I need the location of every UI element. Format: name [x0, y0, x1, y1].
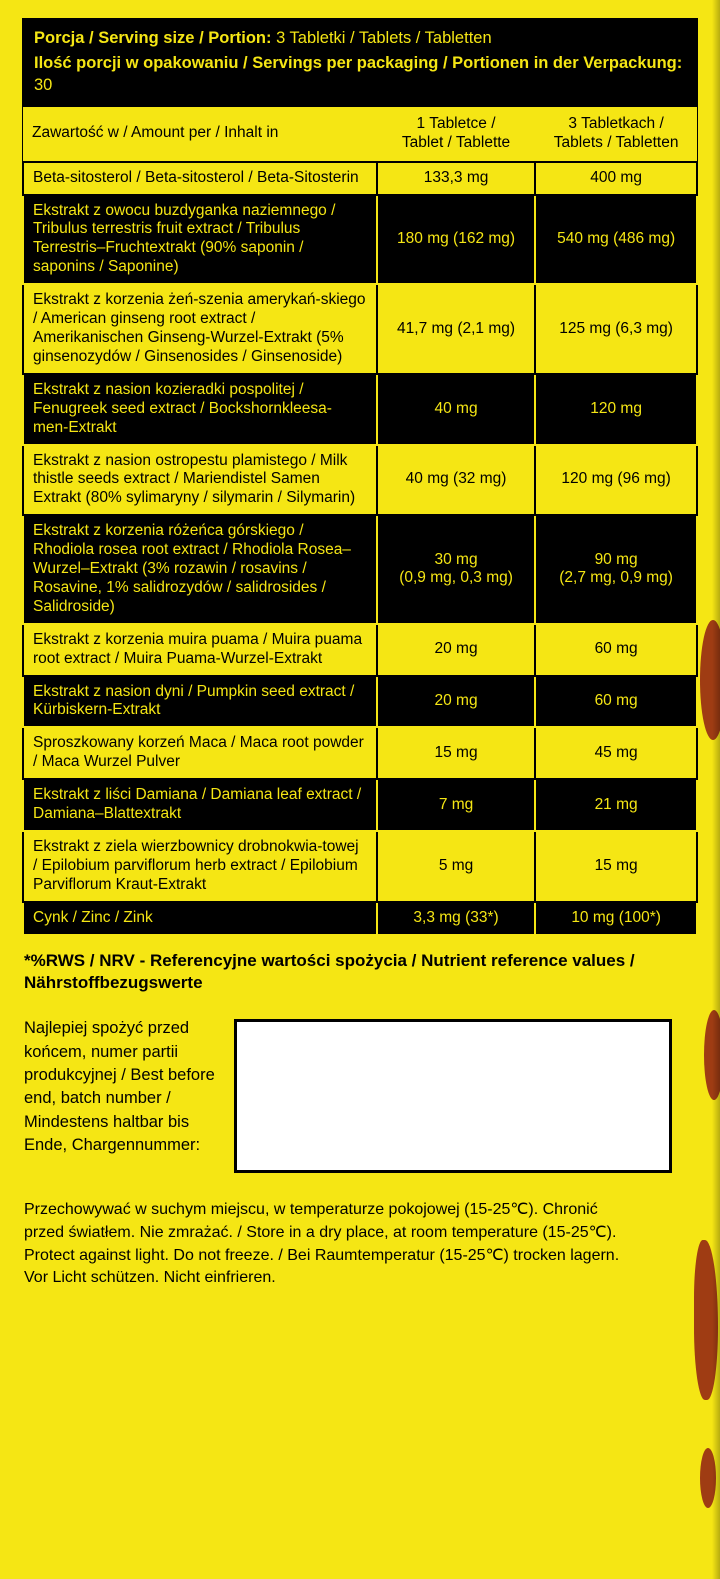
amount-line1: 90 mg	[594, 550, 638, 568]
table-row	[23, 515, 697, 624]
table-row	[23, 162, 697, 195]
table-row	[23, 727, 697, 779]
amount-per-three-tablets	[535, 515, 697, 624]
ingredient-name: Sproszkowany korzeń Maca / Maca root powder / Maca Wurzel Pulver	[23, 727, 377, 779]
amount-per-three-tablets: 125 mg (6,3 mg)	[535, 284, 697, 374]
servings-per-package-label: Ilość porcji w opakowaniu / Servings per packaging / Portionen in der Verpackung:	[34, 53, 683, 72]
serving-size-value: 3 Tabletki / Tablets / Tabletten	[271, 29, 492, 47]
serving-size-line	[34, 28, 686, 50]
amount-per-tablet: 15 mg	[377, 727, 535, 779]
amount-per-tablet: 41,7 mg (2,1 mg)	[377, 284, 535, 374]
table-row	[23, 445, 697, 516]
table-row	[23, 195, 697, 285]
best-before-box	[234, 1019, 672, 1173]
ingredient-name: Ekstrakt z nasion kozieradki pospolitej / Fenugreek seed extract / Bockshornkleesa-men-Extrakt	[23, 374, 377, 445]
amount-per-three-tablets: 10 mg (100*)	[535, 902, 697, 935]
ingredient-name: Ekstrakt z korzenia różeńca górskiego / Rhodiola rosea root extract / Rhodiola Rosea–Wurzel–Extrakt (3% rozawin / rosavins / Rosavine, 1% salidrozydów / salidrosides / Salidroside)	[23, 515, 377, 624]
amount-per-tablet: 40 mg (32 mg)	[377, 445, 535, 516]
table-row	[23, 779, 697, 831]
table-row	[23, 624, 697, 676]
amount-per-three-tablets: 60 mg	[535, 676, 697, 728]
amount-per-three-tablets: 400 mg	[535, 162, 697, 195]
header-per-three-line1: 3 Tabletkach /	[568, 114, 664, 132]
amount-per-tablet: 7 mg	[377, 779, 535, 831]
amount-per-three-tablets: 15 mg	[535, 831, 697, 902]
ingredient-name: Ekstrakt z korzenia muira puama / Muira puama root extract / Muira Puama-Wurzel-Extrakt	[23, 624, 377, 676]
storage-line-4: Vor Licht schützen. Nicht einfrieren.	[24, 1269, 276, 1287]
amount-per-three-tablets: 45 mg	[535, 727, 697, 779]
storage-line-2: przed światłem. Nie zmrażać. / Store in a dry place, at room temperature (15-25℃).	[24, 1223, 617, 1241]
nutrition-table-wrap	[22, 107, 698, 936]
storage-instructions	[22, 1199, 698, 1290]
nutrition-table	[22, 107, 698, 936]
ingredient-name: Cynk / Zinc / Zink	[23, 902, 377, 935]
best-before-section	[22, 1017, 698, 1173]
ingredient-name: Ekstrakt z owocu buzdyganka naziemnego / Tribulus terrestris fruit extract / Tribulus Terrestris–Fruchtextrakt (90% saponin / saponins / Saponine)	[23, 195, 377, 285]
amount-per-tablet: 20 mg	[377, 624, 535, 676]
amount-per-three-tablets: 540 mg (486 mg)	[535, 195, 697, 285]
amount-per-three-tablets: 60 mg	[535, 624, 697, 676]
amount-per-tablet: 3,3 mg (33*)	[377, 902, 535, 935]
ingredient-name: Ekstrakt z nasion dyni / Pumpkin seed extract / Kürbiskern-Extrakt	[23, 676, 377, 728]
amount-per-tablet: 40 mg	[377, 374, 535, 445]
table-row	[23, 676, 697, 728]
header-per-tablet	[377, 107, 535, 162]
storage-line-3: Protect against light. Do not freeze. / Bei Raumtemperatur (15-25℃) trocken lagern.	[24, 1246, 620, 1264]
serving-size-label: Porcja / Serving size / Portion:	[34, 29, 272, 47]
nrv-footnote: *%RWS / NRV - Referencyjne wartości spożycia / Nutrient reference values / Nährstoffbezugswerte	[24, 950, 635, 993]
amount-per-tablet: 5 mg	[377, 831, 535, 902]
header-amount-per: Zawartość w / Amount per / Inhalt in	[23, 107, 377, 162]
servings-per-package-line	[34, 53, 686, 97]
header-per-three-line2: Tablets / Tabletten	[553, 133, 679, 151]
ingredient-name: Beta-sitosterol / Beta-sitosterol / Beta-Sitosterin	[23, 162, 377, 195]
servings-per-package-value: 30	[34, 75, 53, 94]
ingredient-name: Ekstrakt z liści Damiana / Damiana leaf extract / Damiana–Blattextrakt	[23, 779, 377, 831]
table-row	[23, 374, 697, 445]
best-before-label: Najlepiej spożyć przed końcem, numer partii produkcyjnej / Best before end, batch number / Mindestens haltbar bis Ende, Chargennummer:	[24, 1019, 215, 1155]
ingredient-name: Ekstrakt z korzenia żeń-szenia amerykań-skiego / American ginseng root extract / Amerikanischen Ginseng-Wurzel-Extrakt (5% ginsenozydów / Ginsenosides / Ginsenoside)	[23, 284, 377, 374]
amount-per-tablet: 20 mg	[377, 676, 535, 728]
header-per-tablet-line1: 1 Tabletce /	[416, 114, 496, 132]
ingredient-name: Ekstrakt z ziela wierzbownicy drobnokwia-towej / Epilobium parviflorum herb extract / Epilobium Parviflorum Kraut-Extrakt	[23, 831, 377, 902]
amount-per-tablet	[377, 515, 535, 624]
amount-per-tablet: 133,3 mg	[377, 162, 535, 195]
storage-line-1: Przechowywać w suchym miejscu, w temperaturze pokojowej (15-25℃). Chronić	[24, 1201, 598, 1219]
amount-line1: 30 mg	[434, 550, 478, 568]
table-header-row	[23, 107, 697, 162]
amount-per-three-tablets: 120 mg (96 mg)	[535, 445, 697, 516]
table-row	[23, 284, 697, 374]
amount-line2: (0,9 mg, 0,3 mg)	[399, 569, 513, 587]
table-row	[23, 902, 697, 935]
amount-per-three-tablets: 21 mg	[535, 779, 697, 831]
amount-per-tablet: 180 mg (162 mg)	[377, 195, 535, 285]
ingredient-name: Ekstrakt z nasion ostropestu plamistego / Milk thistle seeds extract / Mariendistel Samen Extrakt (80% sylimaryny / silymarin / Silymarin)	[23, 445, 377, 516]
table-row	[23, 831, 697, 902]
amount-per-three-tablets: 120 mg	[535, 374, 697, 445]
header-per-three-tablets	[535, 107, 697, 162]
amount-line2: (2,7 mg, 0,9 mg)	[559, 569, 673, 587]
header-per-tablet-line2: Tablet / Tablette	[401, 133, 511, 151]
serving-info-block	[22, 18, 698, 107]
